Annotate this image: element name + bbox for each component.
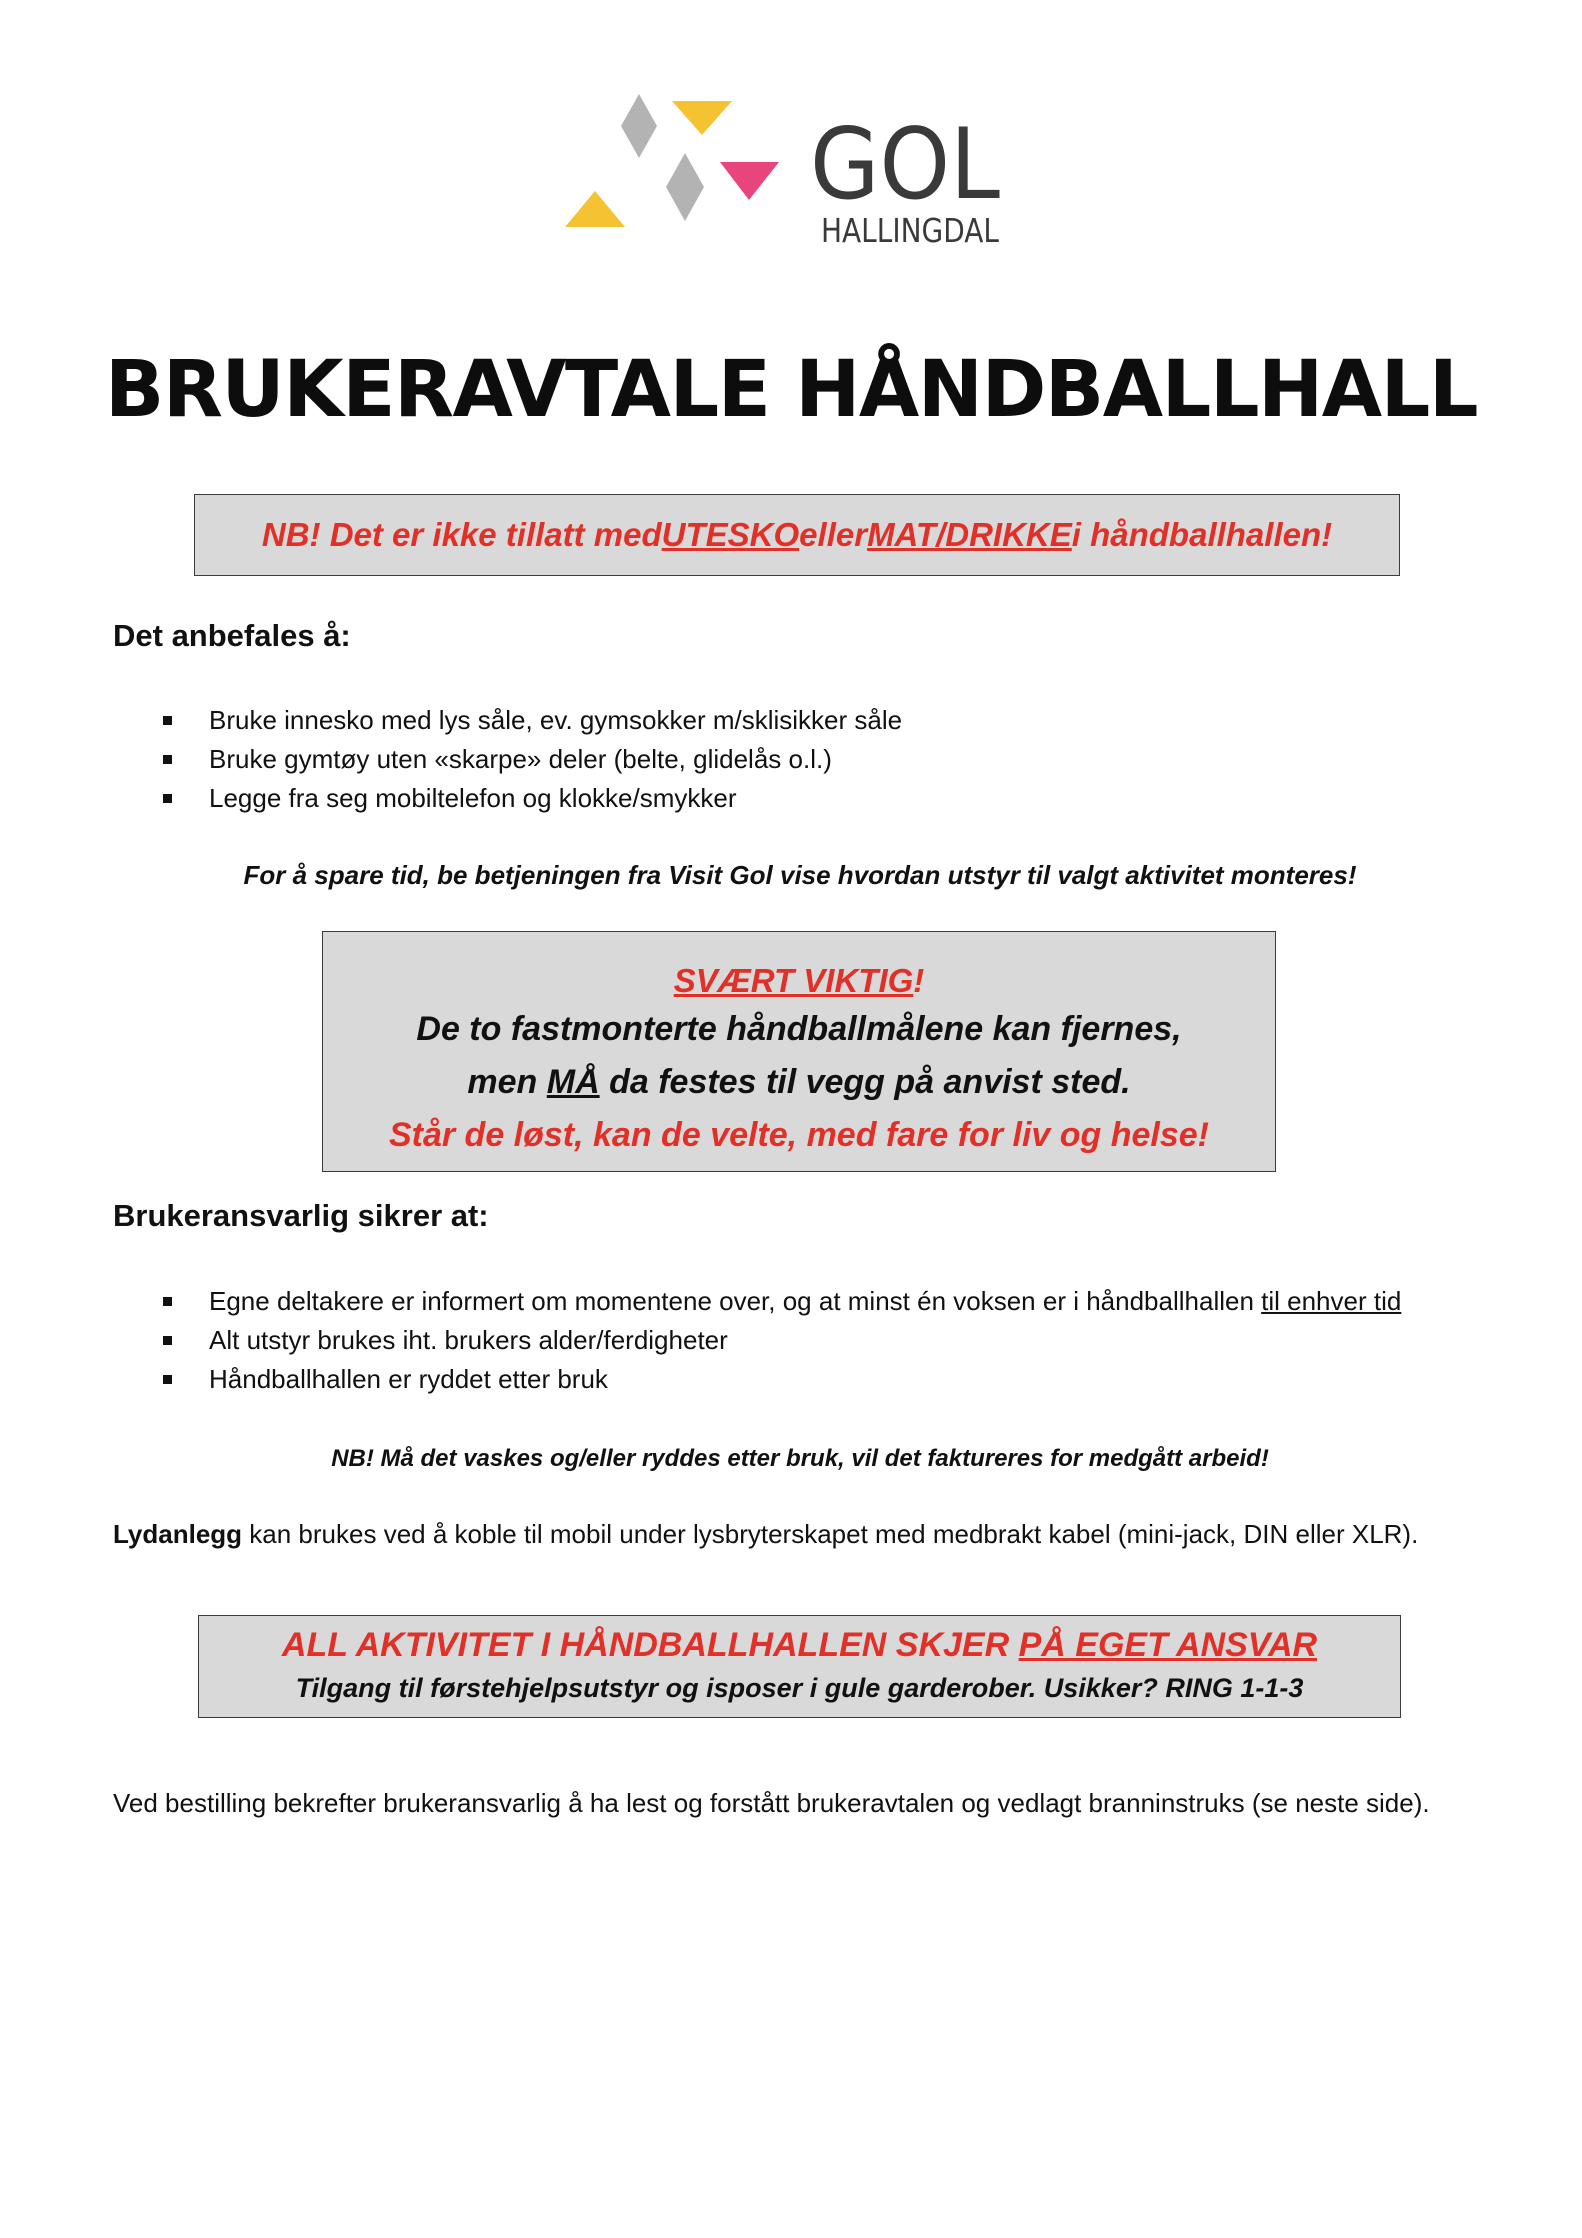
important-must: MÅ bbox=[546, 1063, 600, 1101]
activity-own-risk: PÅ EGET ANSVAR bbox=[1018, 1626, 1318, 1664]
nb-banner-text-3: i håndballhallen! bbox=[1071, 516, 1333, 553]
list-item: Bruke gymtøy uten «skarpe» deler (belte, glidelås o.l.) bbox=[113, 740, 1493, 779]
list-item: Legge fra seg mobiltelefon og klokke/smykker bbox=[113, 779, 1493, 818]
sound-system-note bbox=[113, 1516, 1418, 1552]
logo-pink-triangle bbox=[720, 162, 779, 200]
list-item: Alt utstyr brukes iht. brukers alder/ferdigheter bbox=[113, 1321, 1513, 1360]
activity-line-1 bbox=[199, 1621, 1400, 1669]
nb-banner-text-1: NB! Det er ikke tillatt med bbox=[261, 516, 662, 553]
activity-responsibility-box bbox=[198, 1615, 1401, 1718]
important-excl: ! bbox=[913, 962, 925, 999]
logo-gray-diamond-bottom bbox=[666, 153, 704, 221]
responsible-item-1-emphasis: til enhver tid bbox=[1261, 1286, 1402, 1316]
logo-name: GOL bbox=[810, 108, 1001, 222]
important-heading-line bbox=[323, 959, 1275, 1003]
nb-banner bbox=[194, 494, 1400, 576]
important-line-2a: men bbox=[467, 1063, 547, 1101]
important-box bbox=[322, 931, 1276, 1172]
important-line-2c: da festes til vegg på anvist sted. bbox=[599, 1063, 1131, 1101]
recommend-heading: Det anbefales å: bbox=[113, 618, 351, 653]
sound-system-text: kan brukes ved å koble til mobil under lysbryterskapet med medbrakt kabel (mini-jack, DIN eller XLR). bbox=[242, 1519, 1419, 1549]
important-line-2 bbox=[323, 1056, 1275, 1109]
logo-gray-diamond-top bbox=[621, 94, 657, 158]
nb-banner-utesko: UTESKO bbox=[661, 516, 800, 553]
nb-banner-text-2: eller bbox=[799, 516, 868, 553]
important-heading: SVÆRT VIKTIG bbox=[673, 962, 914, 999]
logo-yellow-triangle-top bbox=[672, 101, 732, 135]
cleaning-note: NB! Må det vaskes og/eller ryddes etter bruk, vil det faktureres for medgått arbeid! bbox=[331, 1445, 1269, 1472]
activity-line-2: Tilgang til førstehjelpsutstyr og isposer i gule garderober. Usikker? RING 1-1-3 bbox=[295, 1673, 1304, 1703]
responsible-heading: Brukeransvarlig sikrer at: bbox=[113, 1198, 489, 1233]
gol-hallingdal-logo bbox=[560, 90, 1060, 260]
page-title: BRUKERAVTALE HÅNDBALLHALL bbox=[104, 345, 1478, 435]
responsible-item-1-text: Egne deltakere er informert om momentene over, og at minst én voksen er i håndballhallen bbox=[209, 1286, 1262, 1316]
list-item: Håndballhallen er ryddet etter bruk bbox=[113, 1360, 1513, 1399]
recommend-list bbox=[113, 701, 1493, 818]
confirmation-text: Ved bestilling bekrefter brukeransvarlig å ha lest og forstått brukeravtalen og vedlagt branninstruks (se neste side). bbox=[113, 1788, 1430, 1818]
responsible-list bbox=[113, 1282, 1513, 1399]
list-item: Bruke innesko med lys såle, ev. gymsokker m/sklisikker såle bbox=[113, 701, 1493, 740]
important-line-1: De to fastmonterte håndballmålene kan fjernes, bbox=[416, 1010, 1182, 1048]
list-item bbox=[113, 1282, 1513, 1321]
tip-note: For å spare tid, be betjeningen fra Visit Gol vise hvordan utstyr til valgt aktivitet monteres! bbox=[243, 860, 1357, 890]
logo-yellow-triangle-bottom bbox=[565, 191, 625, 227]
logo-subtitle: HALLINGDAL bbox=[821, 211, 1000, 250]
sound-system-label: Lydanlegg bbox=[113, 1519, 243, 1549]
nb-banner-mat: MAT/DRIKKE bbox=[867, 516, 1072, 553]
important-line-3: Står de løst, kan de velte, med fare for liv og helse! bbox=[388, 1116, 1210, 1154]
activity-line-1a: ALL AKTIVITET I HÅNDBALLHALLEN SKJER bbox=[281, 1626, 1019, 1664]
